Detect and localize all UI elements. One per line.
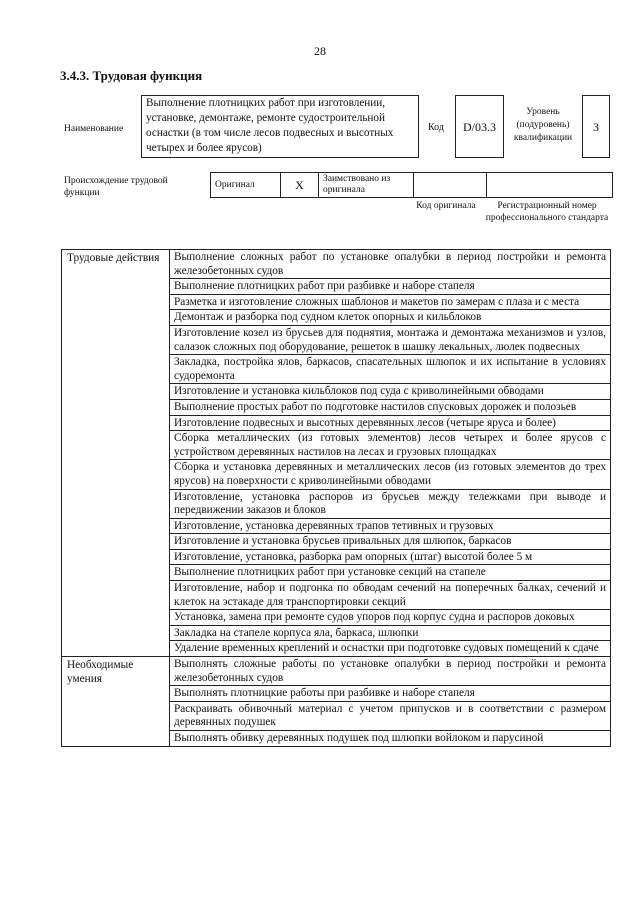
item-cell: Закладка, постройка ялов, баркасов, спасательных шлюпок и их испытание в условиях судоремонта xyxy=(170,355,611,384)
item-cell: Сборка и установка деревянных и металлических лесов (из готовых элементов до трех ярусов) на поверхности с криволинейными обводами xyxy=(170,460,611,489)
item-cell: Изготовление, установка, разборка рам опорных (штаг) высотой более 5 м xyxy=(170,549,611,565)
registration-number-label: Регистрационный номер профессионального стандарта xyxy=(485,201,609,223)
table-row xyxy=(62,657,611,686)
page-number: 28 xyxy=(314,44,326,58)
item-cell: Разметка и изготовление сложных шаблонов и макетов по замерам с плаза и с места xyxy=(170,294,611,310)
item-cell: Изготовление, установка деревянных трапов тетивных и грузовых xyxy=(170,518,611,534)
item-cell: Изготовление и установка кильблоков под суда с криволинейными обводами xyxy=(170,384,611,400)
origin-label: Происхождение трудовой функции xyxy=(64,176,168,198)
item-cell: Удаление временных креплений и оснастки при подготовке судовых помещений к сдаче xyxy=(170,641,611,657)
code-label: Код xyxy=(428,122,444,133)
item-cell: Демонтаж и разборка под судном клеток опорных и кильблоков xyxy=(170,310,611,326)
item-cell: Выполнять обивку деревянных подушек под шлюпки войлоком и парусиной xyxy=(170,731,611,747)
origin-table xyxy=(210,172,613,198)
original-label: Оригинал xyxy=(211,173,281,198)
item-cell: Установка, замена при ремонте судов упоров под корпус судна и распоров доковых xyxy=(170,610,611,626)
item-cell: Изготовление и установка брусьев привальных для шлюпок, баркасов xyxy=(170,534,611,550)
function-name-box: Выполнение плотницких работ при изготовлении, установке, демонтаже, ремонте судостроительной оснастки (в том числе лесов подвесных и высотных четырех и более ярусов) xyxy=(141,95,419,158)
item-cell: Выполнение сложных работ по установке опалубки в период постройки и ремонта железобетонных судов xyxy=(170,250,611,279)
function-details-table xyxy=(61,249,611,747)
item-cell: Изготовление подвесных и высотных деревянных лесов (четыре яруса и более) xyxy=(170,415,611,431)
qualification-level-label: Уровень (подуровень) квалификации xyxy=(513,107,573,143)
category-cell: Необходимые умения xyxy=(62,657,170,747)
item-cell: Изготовление козел из брусьев для поднятия, монтажа и демонтажа механизмов и узлов, салазок сложных под оборудование, решеток в шашку лекальных, люлек подвесных xyxy=(170,325,611,354)
item-cell: Изготовление, набор и подгонка по обводам сечений на поперечных балках, сечений и клеток на эстакаде для транспортировки секций xyxy=(170,581,611,610)
name-label: Наименование xyxy=(64,124,124,134)
registration-number-cell xyxy=(487,173,613,198)
category-cell: Трудовые действия xyxy=(62,250,170,657)
item-cell: Изготовление, установка распоров из брусьев между тележками при выводе и передвижении заказов и блоков xyxy=(170,489,611,518)
code-original-cell xyxy=(414,173,487,198)
code-value-box: D/03.3 xyxy=(455,95,504,158)
item-cell: Выполнение плотницких работ при установке секций на стапеле xyxy=(170,565,611,581)
qualification-level-box: 3 xyxy=(582,95,610,158)
item-cell: Выполнять плотницкие работы при разбивке и наборе стапеля xyxy=(170,686,611,702)
item-cell: Закладка на стапеле корпуса яла, баркаса, шлюпки xyxy=(170,625,611,641)
code-original-label: Код оригинала xyxy=(416,201,476,211)
table-row xyxy=(62,250,611,279)
item-cell: Выполнение простых работ по подготовке настилов спусковых дорожек и полозьев xyxy=(170,399,611,415)
original-mark: X xyxy=(281,173,319,198)
item-cell: Сборка металлических (из готовых элементов) лесов четырех и более ярусов с устройством деревянных настилов на лесах и грузовых площадках xyxy=(170,431,611,460)
item-cell: Раскраивать обивочный материал с учетом припусков и в соответствии с размером деревянных подушек xyxy=(170,701,611,730)
section-title: 3.4.3. Трудовая функция xyxy=(60,68,203,83)
item-cell: Выполнение плотницких работ при разбивке и наборе стапеля xyxy=(170,279,611,295)
borrowed-label: Заимствовано из оригинала xyxy=(319,173,414,198)
item-cell: Выполнять сложные работы по установке опалубки в период постройки и ремонта железобетонных судов xyxy=(170,657,611,686)
